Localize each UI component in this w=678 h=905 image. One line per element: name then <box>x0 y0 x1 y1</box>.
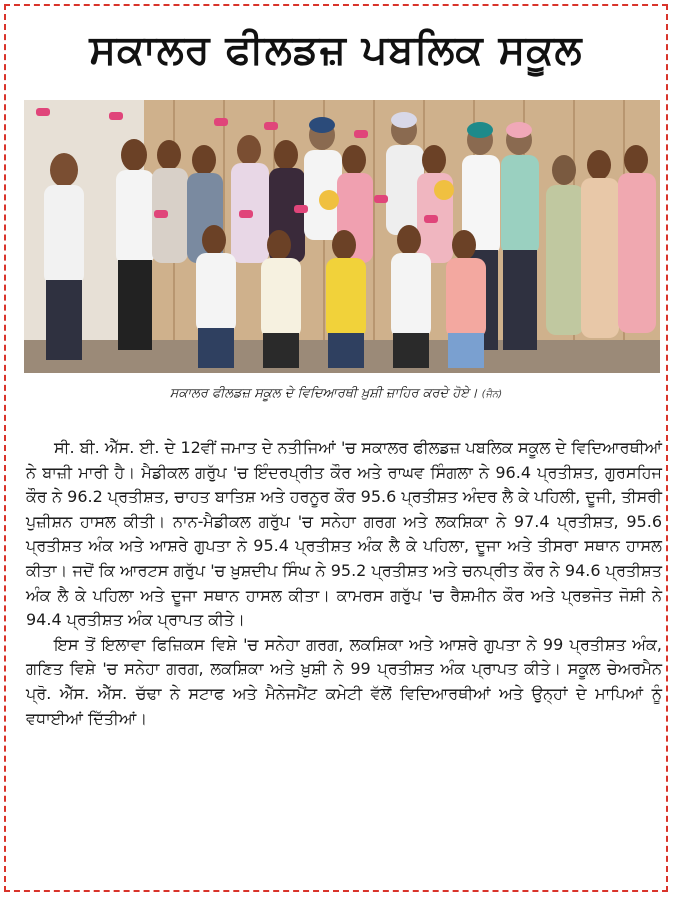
news-clipping <box>4 4 668 892</box>
photo-caption <box>6 386 666 401</box>
article-paragraph-1: ਸੀ. ਬੀ. ਐੱਸ. ਈ. ਦੇ 12ਵੀਂ ਜਮਾਤ ਦੇ ਨਤੀਜਿਆਂ 'ਚ ਸਕਾਲਰ ਫੀਲਡਜ਼ ਪਬਲਿਕ ਸਕੂਲ ਦੇ ਵਿਦਿਆਰਥੀਆਂ ਨੇ ਬਾਜ਼ੀ ਮਾਰੀ ਹੈ। ਮੈਡੀਕਲ ਗਰੁੱਪ 'ਚ ਇੰਦਰਪ੍ਰੀਤ ਕੌਰ ਅਤੇ ਰਾਘਵ ਸਿੰਗਲਾ ਨੇ 96.4 ਪ੍ਰਤੀਸ਼ਤ, ਗੁਰਸਹਿਜ ਕੌਰ ਨੇ 96.2 ਪ੍ਰਤੀਸ਼ਤ, ਚਾਹਤ ਬਾਤਿਸ਼ ਅਤੇ ਹਰਨੂਰ ਕੌਰ 95.6 ਪ੍ਰਤੀਸ਼ਤ ਅੰਦਰ ਲੈ ਕੇ ਪਹਿਲੀ, ਦੂਜੀ, ਤੀਸਰੀ ਪੁਜ਼ੀਸ਼ਨ ਹਾਸਲ ਕੀਤੀ। ਨਾਨ-ਮੈਡੀਕਲ ਗਰੁੱਪ 'ਚ ਸਨੇਹਾ ਗਰਗ ਅਤੇ ਲਕਸ਼ਿਕਾ ਨੇ 97.4 ਪ੍ਰਤੀਸ਼ਤ, 95.6 ਪ੍ਰਤੀਸ਼ਤ ਅੰਕ ਅਤੇ ਆਸ਼ਰੇ ਗੁਪਤਾ ਨੇ 95.4 ਪ੍ਰਤੀਸ਼ਤ ਅੰਕ ਲੈ ਕੇ ਪਹਿਲਾ, ਦੂਜਾ ਅਤੇ ਤੀਸਰਾ ਸਥਾਨ ਹਾਸਲ ਕੀਤਾ। ਜਦੋਂ ਕਿ ਆਰਟਸ ਗਰੁੱਪ 'ਚ ਖ਼ੁਸ਼ਦੀਪ ਸਿੰਘ ਨੇ 95.2 ਪ੍ਰਤੀਸ਼ਤ ਅਤੇ ਚਨਪ੍ਰੀਤ ਕੌਰ ਨੇ 94.6 ਪ੍ਰਤੀਸ਼ਤ ਅੰਕ ਲੈ ਕੇ ਪਹਿਲਾ ਅਤੇ ਦੂਜਾ ਸਥਾਨ ਹਾਸਲ ਕੀਤਾ। ਕਾਮਰਸ ਗਰੁੱਪ 'ਚ ਰੈਸ਼ਮੀਨ ਕੌਰ ਅਤੇ ਪ੍ਰਭਜੋਤ ਜੋਸ਼ੀ ਨੇ 94.4 ਪ੍ਰਤੀਸ਼ਤ ਅੰਕ ਪ੍ਰਾਪਤ ਕੀਤੇ। <box>26 438 662 630</box>
headline: ਸਕਾਲਰ ਫੀਲਡਜ਼ ਪਬਲਿਕ ਸਕੂਲ <box>89 27 583 73</box>
group-photo-illustration <box>24 100 660 373</box>
photo-credit: (ਜੈਨ) <box>481 389 503 400</box>
article-paragraph-2: ਇਸ ਤੋਂ ਇਲਾਵਾ ਫਿਜ਼ਿਕਸ ਵਿਸ਼ੇ 'ਚ ਸਨੇਹਾ ਗਰਗ, ਲਕਸ਼ਿਕਾ ਅਤੇ ਆਸ਼ਰੇ ਗੁਪਤਾ ਨੇ 99 ਪ੍ਰਤੀਸ਼ਤ ਅੰਕ, ਗਣਿਤ ਵਿਸ਼ੇ 'ਚ ਸਨੇਹਾ ਗਰਗ, ਲਕਸ਼ਿਕਾ ਅਤੇ ਖ਼ੁਸ਼ੀ ਨੇ 99 ਪ੍ਰਤੀਸ਼ਤ ਅੰਕ ਪ੍ਰਾਪਤ ਕੀਤੇ। ਸਕੂਲ ਚੇਅਰਮੈਨ ਪ੍ਰੋ. ਐੱਸ. ਐੱਸ. ਚੱਢਾ ਨੇ ਸਟਾਫ ਅਤੇ ਮੈਨੇਜਮੈਂਟ ਕਮੇਟੀ ਵੱਲੋਂ ਵਿਦਿਆਰਥੀਆਂ ਅਤੇ ਉਨ੍ਹਾਂ ਦੇ ਮਾਪਿਆਂ ਨੂੰ ਵਧਾਈਆਂ ਦਿੱਤੀਆਂ। <box>26 634 662 728</box>
caption-text: ਸਕਾਲਰ ਫੀਲਡਜ਼ ਸਕੂਲ ਦੇ ਵਿਦਿਆਰਥੀ ਖ਼ੁਸ਼ੀ ਜ਼ਾਹਿਰ ਕਰਦੇ ਹੋਏ। <box>169 386 478 401</box>
group-photo <box>24 100 660 373</box>
article-body <box>26 436 662 731</box>
